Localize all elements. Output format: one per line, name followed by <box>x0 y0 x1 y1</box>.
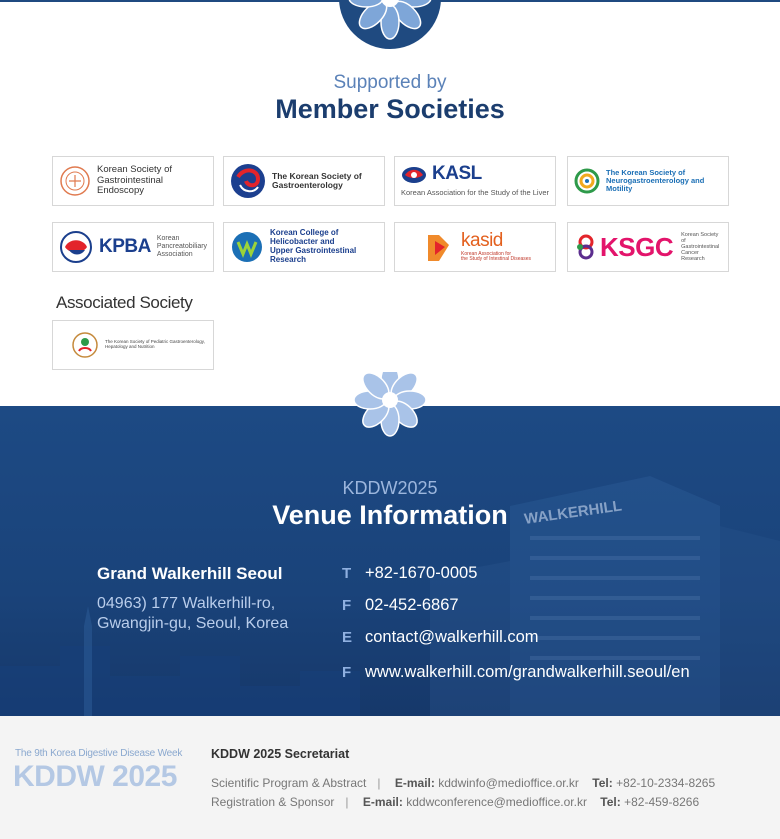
member-logo-ksgc[interactable] <box>567 222 729 272</box>
member-logo-text: Korean Association for <box>461 250 512 257</box>
phone-link[interactable]: +82-1670-0005 <box>365 564 478 582</box>
ksnm-emblem-icon <box>574 168 600 194</box>
member-logo-text: The Korean Society of Pediatric Gastroenterology, <box>105 339 205 345</box>
contact-row-phone <box>342 564 477 583</box>
member-logo-text: Gastroenterology <box>272 180 343 190</box>
footer-email-link[interactable]: kddwconference@medioffice.or.kr <box>406 795 587 809</box>
member-logo-text: Korean <box>156 235 180 243</box>
kspghan-emblem-icon <box>71 331 99 359</box>
venue-title: Venue Information <box>272 500 508 530</box>
member-societies-title: Member Societies <box>275 94 505 124</box>
footer-logo: KDDW 2025 <box>13 760 177 793</box>
contact-key: F <box>342 664 352 681</box>
footer-email-key: E-mail: <box>362 795 403 809</box>
footer-tel-key: Tel: <box>592 776 613 790</box>
footer-tel: +82-459-8266 <box>624 795 700 809</box>
supported-by-label: Supported by <box>333 72 447 93</box>
email-link[interactable]: contact@walkerhill.com <box>365 628 539 646</box>
fax-number: 02-452-6867 <box>365 596 459 614</box>
kasid-abbr: kasid <box>461 230 503 252</box>
member-logo-kasid[interactable] <box>394 222 556 272</box>
footer-email-link[interactable]: kddwinfo@medioffice.or.kr <box>438 776 579 790</box>
ksgc-abbr: KSGC <box>600 231 674 262</box>
hotel-sign-text: WALKERHILL <box>523 497 623 528</box>
member-logo-text: Korean Society of <box>97 164 172 176</box>
member-logo-text: Korean College of Helicobacter and <box>270 228 339 247</box>
flower-emblem-icon <box>338 0 442 50</box>
member-logo-text: Gastrointestinal Endoscopy <box>97 174 164 197</box>
member-logo-kchugr[interactable] <box>223 222 385 272</box>
footer-email-key: E-mail: <box>394 776 435 790</box>
venue-address: 04963) 177 Walkerhill-ro, Gwangjin-gu, Seoul, Korea <box>97 595 289 632</box>
footer-row-label: Scientific Program & Abstract <box>211 776 367 790</box>
member-logo-text: Hepatology and Nutrition <box>105 344 155 349</box>
associated-society-title: Associated Society <box>56 293 193 312</box>
contact-key: E <box>342 629 353 646</box>
footer-row-label: Registration & Sponsor <box>211 795 335 809</box>
footer-tel-key: Tel: <box>600 795 621 809</box>
venue-information-section <box>0 406 780 716</box>
member-logo-text: of Gastrointestinal <box>681 237 720 250</box>
member-societies-section <box>0 0 780 406</box>
member-logo-text: Korean Society <box>681 231 719 238</box>
footer-logo-tagline: The 9th Korea Digestive Disease Week <box>15 748 183 759</box>
associated-logo-kspghan[interactable] <box>52 320 214 370</box>
kosge-seal-icon <box>59 165 91 197</box>
member-logo-kasl[interactable] <box>394 156 556 206</box>
kasl-emblem-icon <box>401 166 427 184</box>
venue-name: Grand Walkerhill Seoul <box>97 564 283 583</box>
member-logo-text: The Korean Society of <box>272 170 362 181</box>
member-logo-text: the Study of Intestinal Diseases <box>461 256 532 263</box>
venue-kddw-tag: KDDW2025 <box>342 478 438 498</box>
flower-emblem-icon <box>340 372 440 452</box>
member-logo-ksnm[interactable] <box>567 156 729 206</box>
contact-row-website <box>342 663 690 682</box>
contact-row-fax <box>342 596 459 615</box>
contact-key: T <box>342 565 352 582</box>
ksg-emblem-icon <box>230 163 266 199</box>
member-logo-kpba[interactable] <box>52 222 214 272</box>
kpba-abbr: KPBA <box>99 236 151 257</box>
website-link[interactable]: www.walkerhill.com/grandwalkerhill.seoul/en <box>365 663 690 681</box>
member-logo-text: The Korean Society of <box>606 167 686 177</box>
member-logo-text: Pancreatobiliary <box>156 243 208 251</box>
ksgc-emblem-icon <box>574 233 598 261</box>
kasl-abbr: KASL <box>432 163 482 185</box>
member-logo-text: Korean Association for the Study of the Liver <box>401 188 550 198</box>
secretariat-title: KDDW 2025 Secretariat <box>211 747 350 761</box>
kpba-emblem-icon <box>59 230 93 264</box>
member-logo-text: Cancer Research <box>681 250 705 263</box>
footer-tel: +82-10-2334-8265 <box>616 776 716 790</box>
footer-contact-row: Scientific Program & Abstract | E-mail: kddwinfo@medioffice.or.kr Tel: +82-10-2334-8265 <box>211 776 716 790</box>
member-logo-text: Neurogastroenterology and Motility <box>606 175 705 194</box>
contact-key: F <box>342 597 352 614</box>
footer-contact-row: Registration & Sponsor | E-mail: kddwconference@medioffice.or.kr Tel: +82-459-8266 <box>211 795 700 809</box>
member-logo-kosge[interactable] <box>52 156 214 206</box>
member-logo-text: Association <box>156 250 193 258</box>
member-logo-text: Upper Gastrointestinal Research <box>270 246 357 264</box>
kchugr-emblem-icon <box>230 230 264 264</box>
contact-row-email <box>342 628 539 647</box>
member-logo-ksg[interactable] <box>223 156 385 206</box>
footer <box>0 716 780 839</box>
kasid-emblem-icon <box>425 231 455 263</box>
